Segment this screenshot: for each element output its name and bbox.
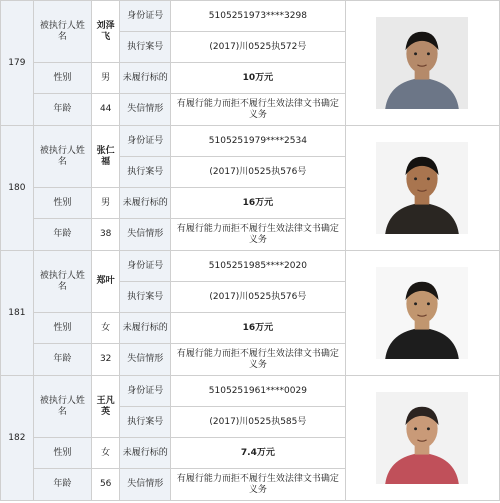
subject-name-label: 被执行人姓名 xyxy=(33,376,91,438)
credit-case: 有履行能力而拒不履行生效法律文书确定义务 xyxy=(171,219,345,251)
gender-label: 性别 xyxy=(33,188,91,219)
subject-name-label: 被执行人姓名 xyxy=(33,1,91,63)
age-label: 年龄 xyxy=(33,94,91,126)
id-number: 5105251985****2020 xyxy=(171,251,345,282)
portrait-photo xyxy=(376,142,468,234)
gender-value: 女 xyxy=(91,313,120,344)
gender-value: 男 xyxy=(91,188,120,219)
unpaid-amount: 7.4万元 xyxy=(171,438,345,469)
record-row-top xyxy=(1,376,500,407)
gender-label: 性别 xyxy=(33,438,91,469)
record-number: 181 xyxy=(1,251,34,376)
credit-case: 有履行能力而拒不履行生效法律文书确定义务 xyxy=(171,344,345,376)
subject-name: 王凡英 xyxy=(91,376,120,438)
id-number-label: 身份证号 xyxy=(120,1,171,32)
gender-label: 性别 xyxy=(33,63,91,94)
portrait-photo xyxy=(376,17,468,109)
case-number-label: 执行案号 xyxy=(120,407,171,438)
case-number: (2017)川0525执576号 xyxy=(171,157,345,188)
unpaid-amount-label: 未履行标的 xyxy=(120,63,171,94)
case-number-label: 执行案号 xyxy=(120,282,171,313)
subject-name: 郑叶 xyxy=(91,251,120,313)
portrait-photo xyxy=(376,267,468,359)
record-row-top xyxy=(1,1,500,32)
photo-cell xyxy=(345,126,499,251)
unpaid-amount-label: 未履行标的 xyxy=(120,438,171,469)
gender-value: 男 xyxy=(91,63,120,94)
credit-case-label: 失信情形 xyxy=(120,469,171,501)
id-number-label: 身份证号 xyxy=(120,376,171,407)
id-number: 5105251973****3298 xyxy=(171,1,345,32)
unpaid-amount: 10万元 xyxy=(171,63,345,94)
id-number: 5105251961****0029 xyxy=(171,376,345,407)
record-row-top xyxy=(1,251,500,282)
credit-case-label: 失信情形 xyxy=(120,219,171,251)
credit-case-label: 失信情形 xyxy=(120,344,171,376)
age-value: 44 xyxy=(91,94,120,126)
age-label: 年龄 xyxy=(33,469,91,501)
age-value: 32 xyxy=(91,344,120,376)
record-number: 182 xyxy=(1,376,34,501)
id-number-label: 身份证号 xyxy=(120,251,171,282)
case-number: (2017)川0525执576号 xyxy=(171,282,345,313)
subject-name: 刘泽飞 xyxy=(91,1,120,63)
unpaid-amount-label: 未履行标的 xyxy=(120,313,171,344)
record-row-top xyxy=(1,126,500,157)
record-number: 179 xyxy=(1,1,34,126)
record-number: 180 xyxy=(1,126,34,251)
age-value: 38 xyxy=(91,219,120,251)
photo-cell xyxy=(345,251,499,376)
gender-value: 女 xyxy=(91,438,120,469)
case-number-label: 执行案号 xyxy=(120,157,171,188)
case-number: (2017)川0525执572号 xyxy=(171,32,345,63)
credit-case-label: 失信情形 xyxy=(120,94,171,126)
id-number-label: 身份证号 xyxy=(120,126,171,157)
case-number: (2017)川0525执585号 xyxy=(171,407,345,438)
subject-name: 张仁福 xyxy=(91,126,120,188)
photo-cell xyxy=(345,376,499,501)
age-label: 年龄 xyxy=(33,344,91,376)
subject-name-label: 被执行人姓名 xyxy=(33,126,91,188)
credit-case: 有履行能力而拒不履行生效法律文书确定义务 xyxy=(171,94,345,126)
unpaid-amount: 16万元 xyxy=(171,188,345,219)
subject-name-label: 被执行人姓名 xyxy=(33,251,91,313)
id-number: 5105251979****2534 xyxy=(171,126,345,157)
case-number-label: 执行案号 xyxy=(120,32,171,63)
gender-label: 性别 xyxy=(33,313,91,344)
unpaid-amount-label: 未履行标的 xyxy=(120,188,171,219)
credit-case: 有履行能力而拒不履行生效法律文书确定义务 xyxy=(171,469,345,501)
portrait-photo xyxy=(376,392,468,484)
age-label: 年龄 xyxy=(33,219,91,251)
age-value: 56 xyxy=(91,469,120,501)
unpaid-amount: 16万元 xyxy=(171,313,345,344)
photo-cell xyxy=(345,1,499,126)
